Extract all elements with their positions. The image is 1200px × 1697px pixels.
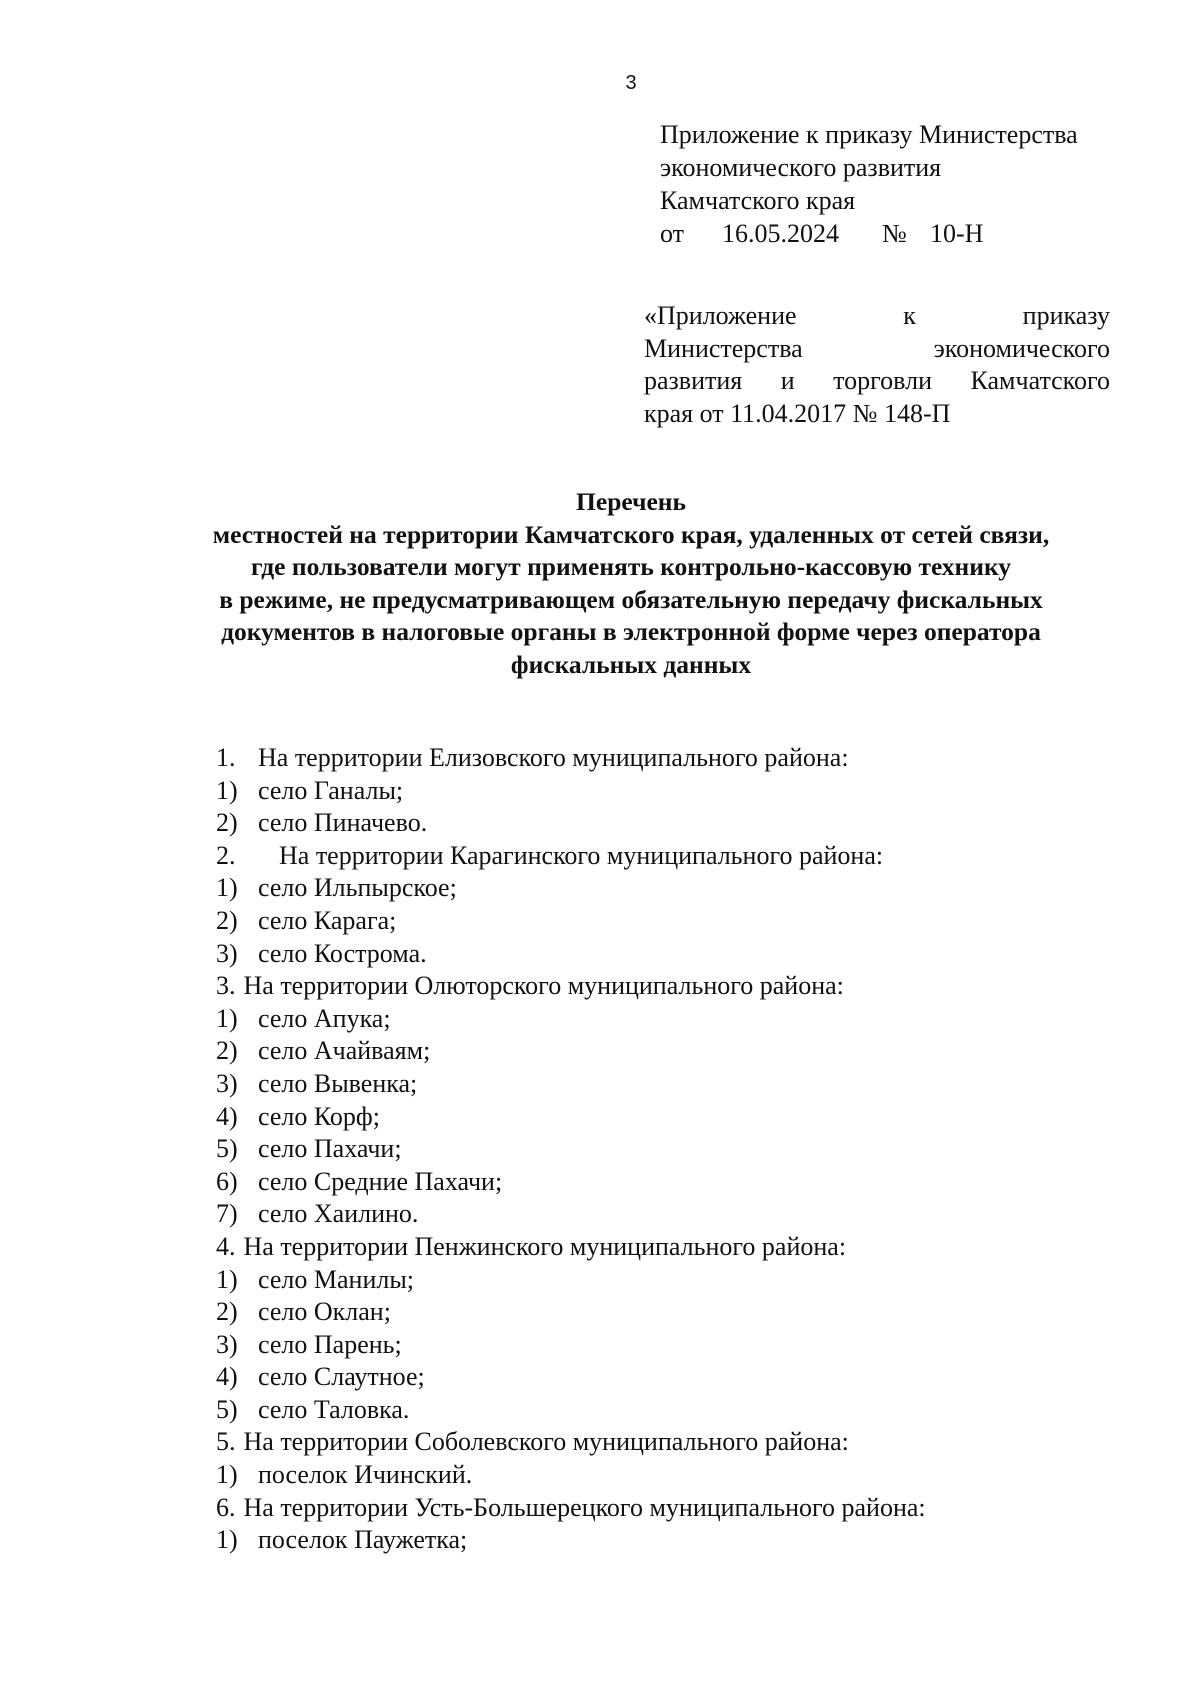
document-title: [100, 486, 1162, 681]
quoted-appendix-header: [644, 300, 1110, 430]
list-item: 5) село Пахачи;: [216, 1134, 402, 1164]
list-item: 1) село Апука;: [216, 1003, 391, 1033]
locality-list: [216, 742, 1116, 1557]
quote-line-4: края от 11.04.2017 № 148-П: [644, 398, 951, 428]
list-item: 4. На территории Пенжинского муниципального района:: [216, 1231, 847, 1261]
list-item: 2. На территории Карагинского муниципального района:: [216, 840, 884, 870]
list-item: 1) село Ганалы;: [216, 775, 404, 805]
list-item: 7) село Хаилино.: [216, 1199, 419, 1229]
title-line-1: местностей на территории Камчатского края, удаленных от сетей связи,: [212, 519, 1050, 549]
list-item: 4) село Корф;: [216, 1101, 380, 1131]
header-line-3: Камчатского края: [660, 186, 856, 215]
number-label: №: [882, 219, 907, 248]
list-item: 2) село Пиначево.: [216, 808, 428, 838]
list-item: 3) село Вывенка;: [216, 1068, 418, 1098]
header-line-1: Приложение к приказу Министерства: [660, 120, 1078, 149]
list-item: 6) село Средние Пахачи;: [216, 1166, 503, 1196]
list-item: 5) село Таловка.: [216, 1394, 410, 1424]
list-item: 3) село Парень;: [216, 1329, 402, 1359]
list-item: 1. На территории Елизовского муниципального района:: [216, 743, 849, 772]
appendix-header: [660, 118, 1160, 250]
quote-line-1: «Приложение к приказу: [644, 301, 1110, 330]
header-line-2: экономического развития: [660, 153, 942, 182]
list-item: 1) поселок Ичинский.: [216, 1460, 473, 1490]
list-item: 4) село Слаутное;: [216, 1362, 425, 1392]
quote-line-3: развития и торговли Камчатского: [644, 366, 1110, 395]
order-date: 16.05.2024: [722, 219, 839, 248]
title-line-5: фискальных данных: [510, 649, 752, 679]
order-number: 10-Н: [930, 219, 984, 248]
quote-line-2: Министерства экономического: [644, 333, 1110, 363]
title-line-4: документов в налоговые органы в электронной форме через оператора: [221, 617, 1041, 646]
list-item: 3) село Кострома.: [216, 938, 427, 968]
list-item: 1) село Ильпырское;: [216, 873, 457, 903]
title-heading: Перечень: [576, 487, 686, 516]
page-number: 3: [625, 72, 637, 94]
list-item: 3. На территории Олюторского муниципального района:: [216, 971, 844, 1001]
from-label: от: [660, 219, 685, 248]
list-item: 6. На территории Усть-Большерецкого муниципального района:: [216, 1492, 926, 1522]
list-item: 2) село Карага;: [216, 905, 397, 935]
title-line-2: где пользователи могут применять контрольно-кассовую технику: [250, 552, 1012, 581]
list-item: 2) село Ачайваям;: [216, 1036, 431, 1066]
list-item: 2) село Оклан;: [216, 1297, 391, 1327]
list-item: 1) село Манилы;: [216, 1264, 415, 1294]
title-line-3: в режиме, не предусматривающем обязательную передачу фискальных: [219, 584, 1043, 614]
list-item: 5. На территории Соболевского муниципального района:: [216, 1427, 849, 1457]
header-date-row: [660, 217, 1160, 250]
list-item: 1) поселок Паужетка;: [216, 1525, 468, 1555]
